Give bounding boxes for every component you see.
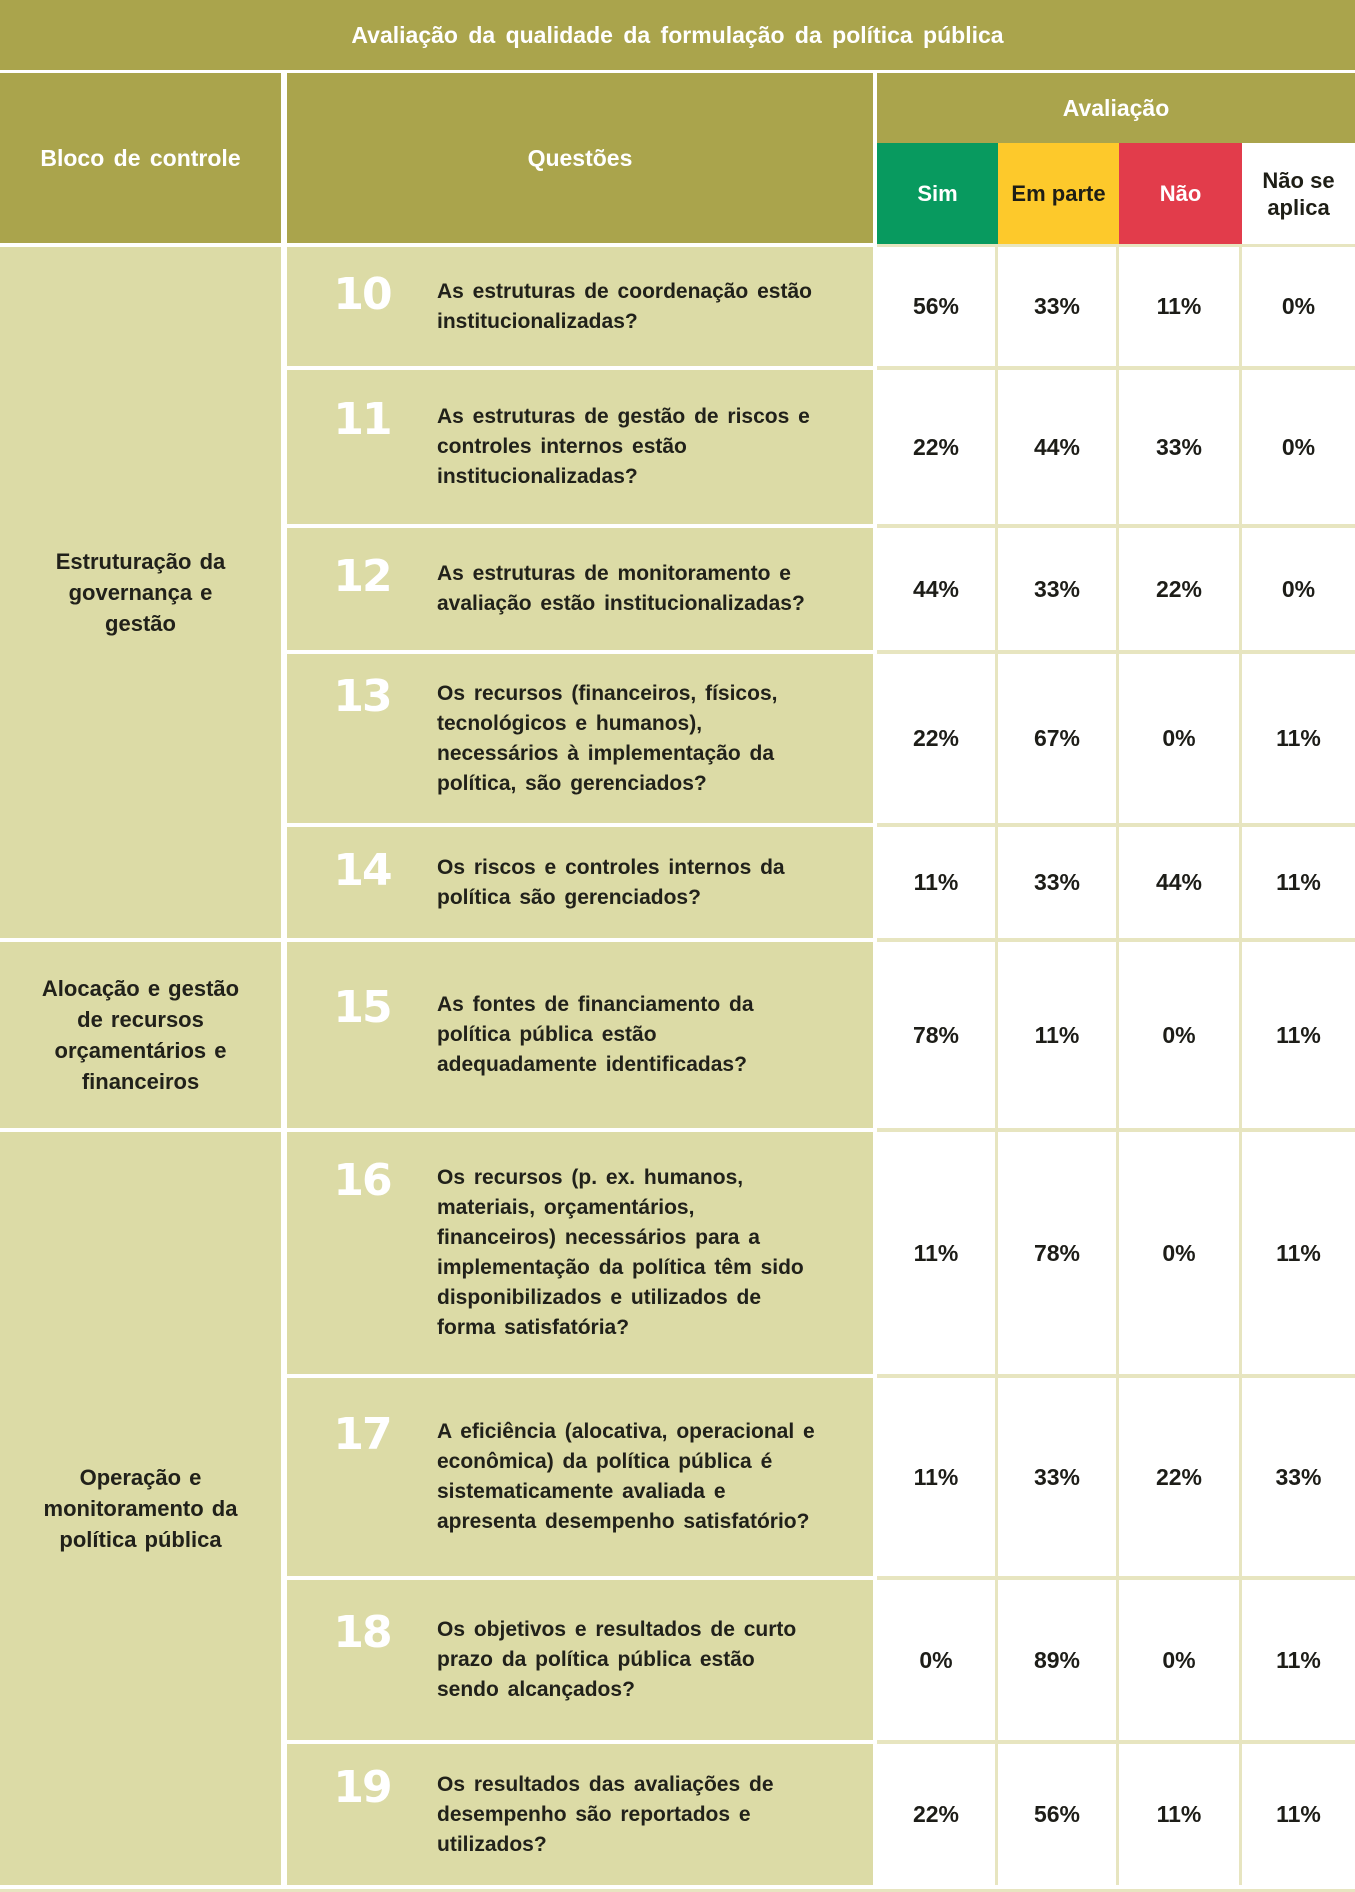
value-cell-nao-se-aplica: 11% — [1242, 654, 1355, 823]
value-cell-em-parte: 67% — [998, 654, 1116, 823]
question-row-11 — [287, 370, 873, 528]
option-header-nao-se-aplica: Não se aplica — [1242, 143, 1355, 244]
value-cell-em-parte: 33% — [998, 1378, 1116, 1576]
value-cell-nao: 0% — [1119, 654, 1239, 823]
value-cell-nao: 11% — [1119, 1744, 1239, 1885]
question-text: A eficiência (alocativa, operacional e econômica) da política pública é sistematicamente avaliada e apresenta desempenho satisfatório? — [437, 1420, 815, 1533]
block-cell-alocacao: Alocação e gestão de recursos orçamentários e financeiros — [0, 942, 281, 1132]
column-header-bloco: Bloco de controle — [0, 73, 281, 247]
option-header-sim: Sim — [877, 143, 998, 244]
question-number: 11 — [333, 394, 391, 445]
value-cell-nao-se-aplica: 11% — [1242, 1132, 1355, 1374]
value-cell-nao-se-aplica: 0% — [1242, 247, 1355, 366]
value-cell-nao: 0% — [1119, 1580, 1239, 1740]
option-header-nao: Não — [1119, 143, 1242, 244]
question-row-10 — [287, 247, 873, 370]
block-cell-estruturacao: Estruturação da governança e gestão — [0, 247, 281, 942]
question-text: Os recursos (financeiros, físicos, tecnológicos e humanos), necessários à implementação da política, são gerenciados? — [437, 681, 778, 795]
question-row-14 — [287, 827, 873, 942]
value-cell-em-parte: 33% — [998, 247, 1116, 366]
question-number: 18 — [333, 1607, 391, 1658]
question-number: 19 — [333, 1761, 391, 1813]
table-title: Avaliação da qualidade da formulação da política pública — [0, 0, 1355, 73]
question-row-15 — [287, 942, 873, 1132]
column-header-questoes: Questões — [287, 73, 873, 247]
value-cell-nao: 22% — [1119, 1378, 1239, 1576]
value-cell-em-parte: 33% — [998, 528, 1116, 650]
value-cell-nao-se-aplica: 11% — [1242, 942, 1355, 1128]
value-cell-nao-se-aplica: 33% — [1242, 1378, 1355, 1576]
question-row-18 — [287, 1580, 873, 1744]
question-row-12 — [287, 528, 873, 654]
column-header-avaliacao: Avaliação — [877, 73, 1355, 143]
value-cell-sim: 44% — [877, 528, 995, 650]
question-text: Os objetivos e resultados de curto prazo da política pública estão sendo alcançados? — [437, 1618, 797, 1701]
question-row-13 — [287, 654, 873, 827]
value-cell-em-parte: 56% — [998, 1744, 1116, 1885]
question-number: 14 — [333, 844, 391, 896]
value-cell-em-parte: 33% — [998, 827, 1116, 938]
value-cell-nao-se-aplica: 11% — [1242, 827, 1355, 938]
value-cell-nao-se-aplica: 0% — [1242, 528, 1355, 650]
value-cell-sim: 78% — [877, 942, 995, 1128]
value-cell-nao-se-aplica: 11% — [1242, 1744, 1355, 1885]
question-number: 12 — [333, 551, 391, 602]
question-row-19 — [287, 1744, 873, 1885]
value-cell-em-parte: 78% — [998, 1132, 1116, 1374]
question-text: As estruturas de monitoramento e avaliação estão institucionalizadas? — [437, 562, 805, 615]
question-text: Os recursos (p. ex. humanos, materiais, orçamentários, financeiros) necessários para a implementação da política têm sido disponibilizados e utilizados de forma satisfatória? — [437, 1166, 804, 1339]
value-cell-sim: 0% — [877, 1580, 995, 1740]
question-number: 13 — [333, 670, 391, 722]
value-cell-sim: 11% — [877, 1132, 995, 1374]
question-number: 17 — [333, 1409, 391, 1460]
value-cell-nao: 33% — [1119, 370, 1239, 524]
value-cell-em-parte: 11% — [998, 942, 1116, 1128]
value-cell-nao: 22% — [1119, 528, 1239, 650]
option-header-em-parte: Em parte — [998, 143, 1119, 244]
value-cell-sim: 11% — [877, 1378, 995, 1576]
value-cell-em-parte: 44% — [998, 370, 1116, 524]
value-cell-sim: 22% — [877, 1744, 995, 1885]
value-cell-sim: 11% — [877, 827, 995, 938]
question-row-16 — [287, 1132, 873, 1378]
value-cell-em-parte: 89% — [998, 1580, 1116, 1740]
value-cell-nao: 44% — [1119, 827, 1239, 938]
question-text: As fontes de financiamento da política pública estão adequadamente identificadas? — [437, 993, 754, 1076]
value-cell-nao: 0% — [1119, 942, 1239, 1128]
question-text: As estruturas de gestão de riscos e controles internos estão institucionalizadas? — [437, 405, 810, 488]
block-cell-operacao: Operação e monitoramento da política pública — [0, 1132, 281, 1885]
question-text: Os riscos e controles internos da política são gerenciados? — [437, 855, 785, 909]
value-cell-nao: 11% — [1119, 247, 1239, 366]
question-text: Os resultados das avaliações de desempenho são reportados e utilizados? — [437, 1772, 774, 1856]
value-cell-sim: 56% — [877, 247, 995, 366]
question-text: As estruturas de coordenação estão institucionalizadas? — [437, 279, 812, 333]
question-number: 16 — [333, 1155, 391, 1206]
question-row-17 — [287, 1378, 873, 1580]
value-cell-nao-se-aplica: 11% — [1242, 1580, 1355, 1740]
value-cell-sim: 22% — [877, 654, 995, 823]
value-cell-nao-se-aplica: 0% — [1242, 370, 1355, 524]
bottom-row-divider — [0, 1885, 1355, 1889]
value-cell-nao: 0% — [1119, 1132, 1239, 1374]
question-number: 15 — [333, 982, 391, 1033]
value-cell-sim: 22% — [877, 370, 995, 524]
question-number: 10 — [333, 268, 391, 320]
